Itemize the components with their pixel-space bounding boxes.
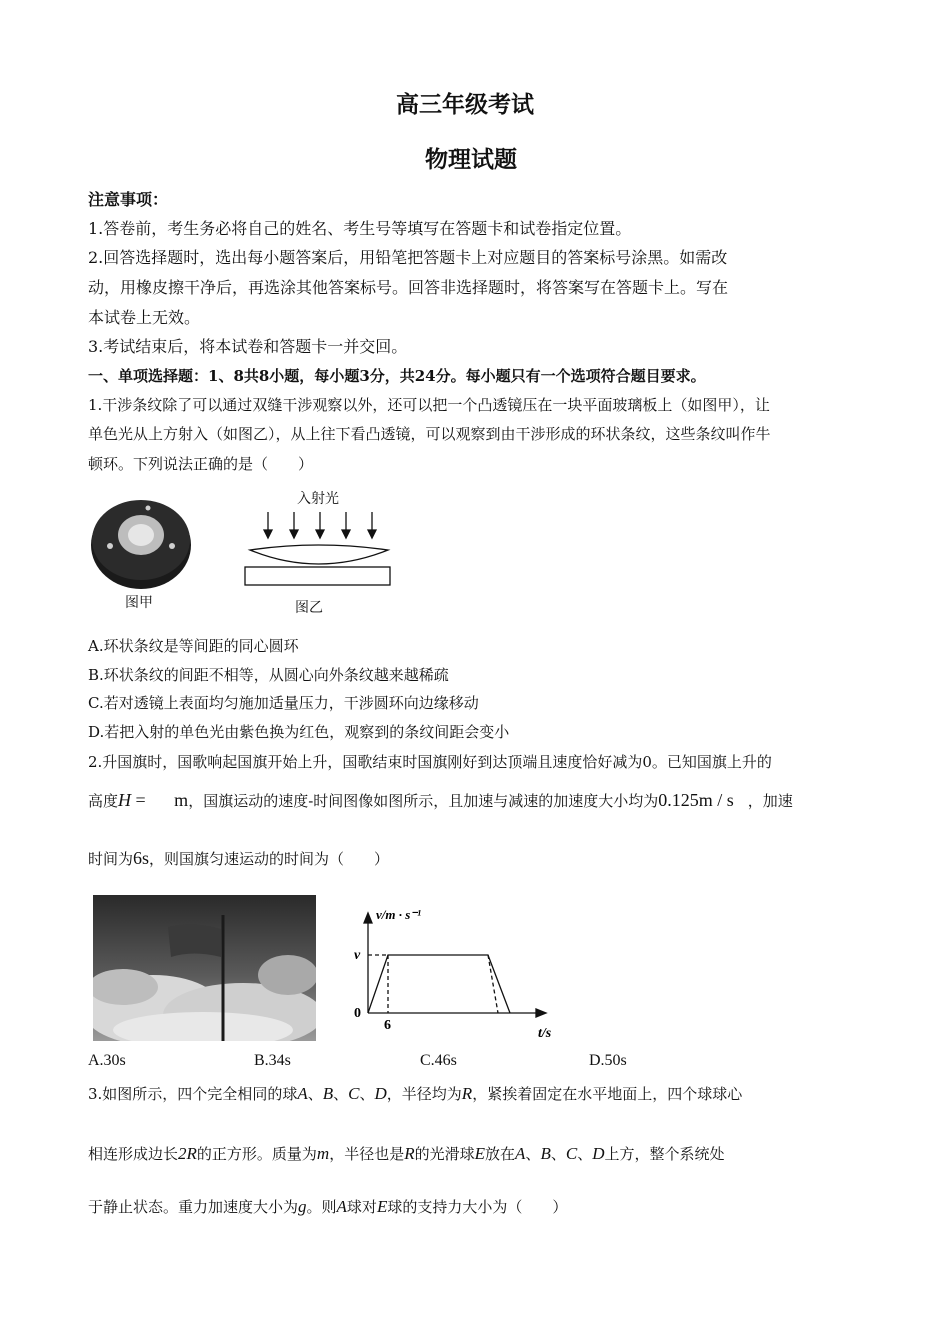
ball-b-symbol: B [540, 1144, 551, 1163]
ball-c-symbol: C [348, 1084, 360, 1103]
q3-line-1 [88, 1083, 742, 1104]
height-unit: m [174, 790, 189, 810]
separator: 、 [333, 1085, 349, 1103]
figure-a-caption: 图甲 [125, 595, 153, 611]
velocity-time-graph [338, 903, 563, 1043]
q3-line-3 [88, 1196, 567, 1217]
q2-text: ，则国旗匀速运动的时间为（ ） [149, 850, 390, 868]
q1-line-1: 1.干涉条纹除了可以通过双缝干涉观察以外，还可以把一个凸透镜压在一块平面玻璃板上（如图甲），让 [88, 396, 770, 414]
ball-e-symbol: E [474, 1144, 486, 1163]
q2-text: 高度 [88, 792, 119, 810]
q3-text: 。则 [306, 1198, 337, 1216]
velocity-curve [368, 955, 510, 1013]
graph-y-label: v/m · s⁻¹ [376, 907, 422, 922]
page-subtitle: 物理试题 [425, 146, 517, 173]
graph-t6-tick: 6 [384, 1018, 391, 1033]
acceleration-value: 0.125m / s [658, 790, 734, 810]
q3-text: 的光滑球 [414, 1145, 475, 1163]
graph-origin: 0 [354, 1006, 361, 1021]
ball-d-symbol: D [592, 1144, 605, 1163]
q3-text: 球对 [346, 1198, 377, 1216]
q3-text: 3.如图所示，四个完全相同的球 [88, 1085, 298, 1103]
ball-d-symbol: D [374, 1084, 387, 1103]
separator: 、 [550, 1145, 566, 1163]
q3-line-2 [88, 1143, 725, 1164]
notes-line-2b: 动，用橡皮擦干净后，再选涂其他答案标号。回答非选择题时，将答案写在答题卡上。写在 [88, 278, 729, 297]
q1-option-c: C.若对透镜上表面均匀施加适量压力，干涉圆环向边缘移动 [88, 694, 479, 712]
q3-text: ，半径均为 [386, 1085, 462, 1103]
q3-text: 于静止状态。重力加速度大小为 [88, 1198, 299, 1216]
notes-heading: 注意事项： [88, 190, 169, 209]
q3-text: 相连形成边长 [88, 1145, 179, 1163]
q2-text: 时间为 [88, 850, 134, 868]
q3-text: ，半径也是 [329, 1145, 405, 1163]
figure-b-caption: 图乙 [295, 600, 323, 616]
graph-x-label: t/s [538, 1026, 552, 1041]
height-symbol: H [118, 790, 132, 810]
q2-option-d: D.50s [589, 1052, 627, 1069]
q3-text: ，紧挨着固定在水平地面上，四个球球心 [472, 1085, 743, 1103]
page-title: 高三年级考试 [396, 91, 534, 118]
ball-a-symbol: A [515, 1144, 526, 1163]
radius-symbol: R [404, 1144, 415, 1163]
separator: 、 [307, 1085, 323, 1103]
separator: 、 [359, 1085, 375, 1103]
notes-line-3: 3.考试结束后，将本试卷和答题卡一并交回。 [88, 337, 408, 356]
q3-text: 上方，整个系统处 [604, 1145, 725, 1163]
accel-time-value: 6s [133, 848, 150, 868]
q2-option-c: C.46s [420, 1052, 457, 1069]
notes-line-2a: 2.回答选择题时，选出每小题答案后，用铅笔把答题卡上对应题目的答案标号涂黑。如需改 [88, 248, 728, 267]
separator: 、 [577, 1145, 593, 1163]
gravity-symbol: g [298, 1197, 307, 1216]
separator: 、 [525, 1145, 541, 1163]
q1-option-b: B.环状条纹的间距不相等，从圆心向外条纹越来越稀疏 [88, 666, 449, 684]
notes-line-2c: 本试卷上无效。 [88, 308, 201, 327]
lens-holder-photo [88, 490, 198, 590]
incident-light-label: 入射光 [297, 491, 339, 507]
section-heading: 一、单项选择题：1、8共8小题，每小题3分，共24分。每小题只有一个选项符合题目要求。 [88, 367, 706, 385]
graph-v-tick: v [354, 948, 361, 963]
q2-option-a: A.30s [88, 1052, 126, 1069]
q2-line-3 [88, 848, 389, 869]
mass-symbol: m [316, 1144, 330, 1163]
q3-text: 放在 [485, 1145, 516, 1163]
ball-a-symbol: A [297, 1084, 308, 1103]
radius-symbol: R [461, 1084, 473, 1103]
ball-c-symbol: C [565, 1144, 578, 1163]
ball-b-symbol: B [322, 1084, 334, 1103]
notes-line-1: 1.答卷前，考生务必将自己的姓名、考生号等填写在答题卡和试卷指定位置。 [88, 219, 632, 238]
ball-a-symbol: A [336, 1197, 347, 1216]
q1-option-a: A.环状条纹是等间距的同心圆环 [88, 637, 299, 655]
q2-text: ，国旗运动的速度-时间图像如图所示，且加速与减速的加速度大小均为 [188, 792, 659, 810]
flag-raising-photo [93, 895, 316, 1041]
ball-e-symbol: E [376, 1197, 388, 1216]
q2-line-2 [88, 790, 793, 811]
side-length-symbol: 2R [178, 1144, 197, 1163]
q1-line-2: 单色光从上方射入（如图乙），从上往下看凸透镜，可以观察到由干涉形成的环状条纹，这些条纹叫作牛 [88, 425, 771, 443]
q1-option-d: D.若把入射的单色光由紫色换为红色，观察到的条纹间距会变小 [88, 723, 510, 741]
equals-sign: = [131, 790, 151, 810]
q3-text: 球的支持力大小为（ ） [387, 1198, 568, 1216]
q2-option-b: B.34s [254, 1052, 291, 1069]
q2-line-1: 2.升国旗时，国歌响起国旗开始上升，国歌结束时国旗刚好到达顶端且速度恰好减为0。已知国旗上升的 [88, 753, 772, 771]
q2-text: ，加速 [747, 792, 793, 810]
q3-text: 的正方形。质量为 [196, 1145, 317, 1163]
q1-line-3: 顿环。下列说法正确的是（ ） [88, 455, 314, 473]
